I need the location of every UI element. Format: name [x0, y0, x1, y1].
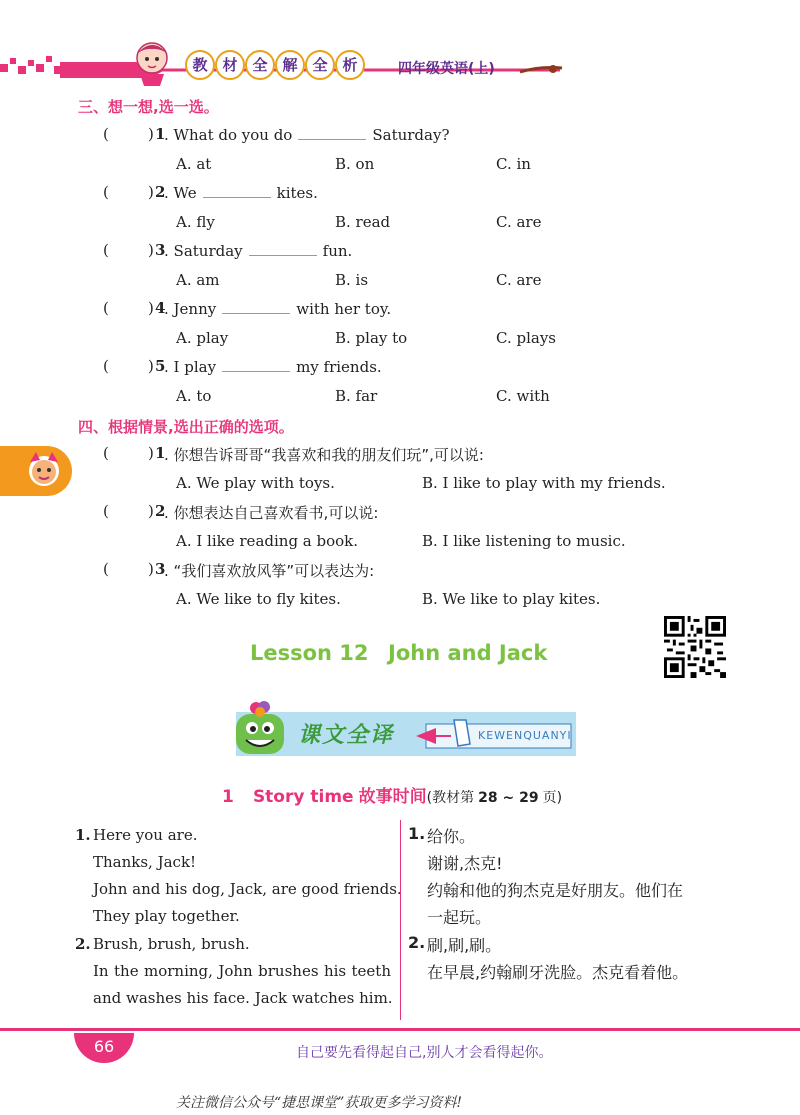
- s4-q1-option-a[interactable]: A. We play with toys.: [176, 474, 335, 492]
- en-line: Here you are.: [93, 826, 198, 844]
- answer-slot[interactable]: ): [148, 183, 154, 201]
- header-grade: 四年级英语(上): [398, 61, 495, 77]
- en-line: Thanks, Jack!: [93, 853, 197, 871]
- s4-q1-option-b[interactable]: B. I like to play with my friends.: [422, 474, 666, 492]
- answer-blank[interactable]: [222, 357, 290, 372]
- header-title-char-2: 材: [215, 50, 245, 80]
- s3-q5-option-c[interactable]: C. with: [496, 387, 550, 405]
- lesson-name: John and Jack: [388, 641, 548, 665]
- s3-q2-option-b[interactable]: B. read: [335, 213, 391, 231]
- en-line: They play together.: [93, 907, 240, 925]
- s3-q3-option-c[interactable]: C. are: [496, 271, 542, 289]
- footer-note: 关注微信公众号“捷思课堂”获取更多学习资料!: [176, 1095, 462, 1111]
- kewen-banner: [226, 700, 576, 762]
- en-para1-number: 1.: [75, 826, 91, 844]
- s4-q3-option-b[interactable]: B. We like to play kites.: [422, 590, 601, 608]
- en-line: and washes his face. Jack watches him.: [93, 989, 393, 1007]
- s3-q4-option-a[interactable]: A. play: [176, 329, 229, 347]
- header-title-char-5: 全: [305, 50, 335, 80]
- s3-q1-option-b[interactable]: B. on: [335, 155, 375, 173]
- kewen-banner-pinyin: KEWENQUANYI: [478, 729, 572, 742]
- footer-rule: [0, 1028, 800, 1031]
- header-title-char-1: 教: [185, 50, 215, 80]
- story-heading: 1 Story time 故事时间(教材第 28 ~ 29 页): [222, 787, 563, 807]
- s3-q1-option-c[interactable]: C. in: [496, 155, 531, 173]
- s3-q4-option-b[interactable]: B. play to: [335, 329, 408, 347]
- s4-question-2: ( ) 2 . 你想表达自己喜欢看书,可以说:: [103, 502, 379, 522]
- answer-blank[interactable]: [249, 241, 317, 256]
- s3-q3-option-a[interactable]: A. am: [176, 271, 220, 289]
- answer-blank[interactable]: [203, 183, 271, 198]
- s4-question-3: ( ) 3 . “我们喜欢放风筝”可以表达为:: [103, 560, 375, 580]
- s4-q2-option-b[interactable]: B. I like listening to music.: [422, 532, 626, 550]
- answer-slot[interactable]: ): [148, 125, 154, 143]
- s3-q2-option-c[interactable]: C. are: [496, 213, 542, 231]
- s4-q3-option-a[interactable]: A. We like to fly kites.: [176, 590, 341, 608]
- column-divider: [400, 820, 401, 1020]
- footer-motto: 自己要先看得起自己,别人才会看得起你。: [296, 1045, 553, 1061]
- zh-line: 刷,刷,刷。: [427, 936, 502, 955]
- zh-line: 约翰和他的狗杰克是好朋友。他们在: [427, 881, 684, 900]
- answer-slot[interactable]: ): [148, 357, 154, 375]
- en-para2-number: 2.: [75, 935, 91, 953]
- answer-slot[interactable]: ): [148, 502, 154, 520]
- s3-q5-option-a[interactable]: A. to: [176, 387, 212, 405]
- section3-title: 三、想一想,选一选。: [78, 98, 219, 116]
- en-line: Brush, brush, brush.: [93, 935, 250, 953]
- answer-slot[interactable]: ): [148, 299, 154, 317]
- zh-para2-number: 2.: [408, 933, 426, 952]
- s3-q1-option-a[interactable]: A. at: [176, 155, 212, 173]
- en-line: John and his dog, Jack, are good friends.: [93, 880, 402, 898]
- zh-line: 给你。: [427, 827, 476, 846]
- answer-slot[interactable]: ): [148, 560, 154, 578]
- s3-question-2: ( ) 2 . We kites.: [103, 183, 318, 202]
- zh-para1-number: 1.: [408, 824, 426, 843]
- answer-blank[interactable]: [298, 125, 366, 140]
- s3-q4-option-c[interactable]: C. plays: [496, 329, 556, 347]
- qr-code-icon[interactable]: [664, 616, 726, 678]
- header-title-char-4: 解: [275, 50, 305, 80]
- kewen-banner-title: 课文全译: [298, 723, 395, 748]
- s3-q3-option-b[interactable]: B. is: [335, 271, 369, 289]
- s3-q5-option-b[interactable]: B. far: [335, 387, 378, 405]
- s3-question-4: ( ) 4 . Jenny with her toy.: [103, 299, 392, 318]
- answer-slot[interactable]: ): [148, 444, 154, 462]
- zh-line: 在早晨,约翰刷牙洗脸。杰克看着他。: [427, 963, 689, 982]
- s3-question-1: ( ) 1 . What do you do Saturday?: [103, 125, 450, 144]
- s4-q2-option-a[interactable]: A. I like reading a book.: [176, 532, 359, 550]
- s3-question-3: ( ) 3 . Saturday fun.: [103, 241, 353, 260]
- zh-line: 谢谢,杰克!: [427, 854, 503, 873]
- s3-question-5: ( ) 5 . I play my friends.: [103, 357, 382, 376]
- s3-q2-option-a[interactable]: A. fly: [176, 213, 215, 231]
- section4-title: 四、根据情景,选出正确的选项。: [78, 418, 294, 436]
- s4-question-1: ( ) 1 . 你想告诉哥哥“我喜欢和我的朋友们玩”,可以说:: [103, 444, 484, 464]
- header-title-char-6: 析: [335, 50, 365, 80]
- en-line: In the morning, John brushes his teeth: [93, 962, 391, 980]
- answer-slot[interactable]: ): [148, 241, 154, 259]
- answer-blank[interactable]: [222, 299, 290, 314]
- lesson-number: Lesson 12: [250, 641, 369, 665]
- header-title-char-3: 全: [245, 50, 275, 80]
- zh-line: 一起玩。: [427, 908, 492, 927]
- page-number: 66: [74, 1033, 134, 1063]
